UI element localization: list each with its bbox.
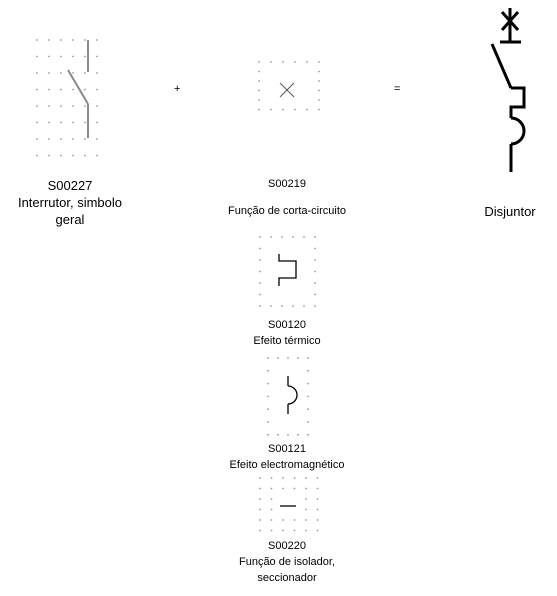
grid-dot — [282, 530, 284, 532]
shortcircuit-caption — [207, 176, 367, 219]
switch-code: S00227 — [47, 178, 93, 193]
magnetic-caption — [197, 441, 377, 473]
isolator-code: S00220 — [268, 540, 306, 552]
grid-dot — [271, 498, 273, 500]
grid-dot — [317, 488, 319, 490]
grid-dot — [317, 519, 319, 521]
breaker-name: Disjuntor — [484, 204, 536, 219]
grid-dot — [259, 498, 261, 500]
grid-dot — [259, 530, 261, 532]
isolator-name: Função de isolador, seccionador — [238, 556, 335, 584]
grid-dot — [259, 509, 261, 511]
shortcircuit-name: Função de corta-circuito — [228, 205, 346, 217]
grid-dot — [294, 488, 296, 490]
grid-dot — [271, 509, 273, 511]
grid-dot — [271, 530, 273, 532]
switch-name: Interrutor, simbolo geral — [17, 195, 123, 227]
grid-dot — [271, 477, 273, 479]
grid-dot — [282, 488, 284, 490]
grid-dot — [271, 488, 273, 490]
grid-dot — [271, 519, 273, 521]
grid-dot — [305, 519, 307, 521]
grid-dot — [305, 498, 307, 500]
grid-dot — [294, 530, 296, 532]
grid-dot — [282, 519, 284, 521]
grid-dot — [317, 530, 319, 532]
thermal-code: S00120 — [268, 319, 306, 331]
grid-dot — [294, 477, 296, 479]
grid-dot — [259, 477, 261, 479]
magnetic-name: Efeito electromagnético — [229, 459, 345, 471]
plus-operator: + — [174, 83, 181, 95]
thermal-caption — [207, 317, 367, 349]
grid-dot — [282, 477, 284, 479]
grid-dot — [317, 477, 319, 479]
equals-operator: = — [394, 83, 401, 95]
switch-caption — [0, 177, 140, 228]
breaker-caption — [460, 203, 557, 220]
grid-dot — [259, 488, 261, 490]
grid-dot — [305, 488, 307, 490]
grid-dot — [317, 509, 319, 511]
grid-dot — [259, 519, 261, 521]
thermal-name: Efeito térmico — [253, 335, 321, 347]
shortcircuit-code: S00219 — [268, 178, 306, 190]
isolator-caption — [217, 538, 357, 586]
grid-dot — [317, 498, 319, 500]
magnetic-code: S00121 — [268, 443, 306, 455]
grid-dot — [305, 509, 307, 511]
grid-dot — [305, 477, 307, 479]
grid-dot — [294, 519, 296, 521]
grid-dot — [305, 530, 307, 532]
